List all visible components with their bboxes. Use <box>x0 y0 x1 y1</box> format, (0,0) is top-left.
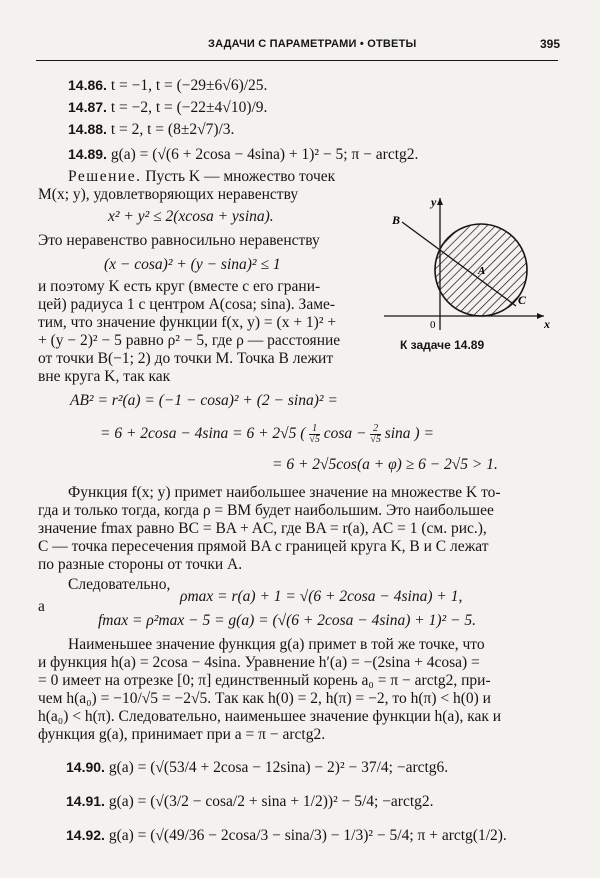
label-A: A <box>478 265 486 277</box>
equation-ab-squared: AB² = r²(a) = (−1 − cosa)² + (2 − sina)² = <box>70 392 338 409</box>
running-header: ЗАДАЧИ С ПАРАМЕТРАМИ • ОТВЕТЫ <box>208 38 417 50</box>
solution-line-2: M(x; y), удовлетворяющих неравенству <box>38 186 299 203</box>
answer-14-86: 14.86. t = −1, t = (−29±6√6)/25. <box>68 77 268 94</box>
solution-heading: Решение. <box>68 168 142 185</box>
word-a: а <box>38 598 45 615</box>
y-axis-arrow <box>437 198 443 205</box>
paragraph2-line-6: функция g(a), принимает при a = π − arctg2. <box>38 726 326 743</box>
paragraph-line-4: C — точка пересечения прямой BA с границей круга K, B и C лежат <box>38 538 489 555</box>
paragraph2-line-2: и функция h(a) = 2cosa − 4sina. Уравнение h′(a) = −(2sina + 4cosa) = <box>38 654 480 671</box>
answer-14-88: 14.88. t = 2, t = (8±2√7)/3. <box>68 121 235 138</box>
answer-14-87: 14.87. t = −2, t = (−22±4√10)/9. <box>68 99 268 116</box>
figure-caption: К задаче 14.89 <box>400 338 485 352</box>
x-axis-arrow <box>537 313 544 319</box>
label-y: y <box>431 195 437 209</box>
equation-bound: = 6 + 2√5cos(a + φ) ≥ 6 − 2√5 > 1. <box>272 456 498 473</box>
label-origin: 0 <box>430 319 436 331</box>
answer-14-91: 14.91. g(a) = (√(3/2 − cosa/2 + sina + 1/2))² − 5/4; −arctg2. <box>66 793 434 810</box>
solution-line-8: от точки B(−1; 2) до точки M. Точка B лежит <box>38 350 334 367</box>
inequality-2: (x − cosa)² + (y − sina)² ≤ 1 <box>104 256 281 273</box>
solution-line-7: + (y − 2)² − 5 равно ρ² − 5, где ρ — расстояние <box>38 332 341 349</box>
paragraph2-line-5: h(a₀) < h(π). Следовательно, наименьшее значение функции h(a), как и <box>38 708 502 725</box>
equation-f-max: fmax = ρ²max − 5 = g(a) = (√(6 + 2cosa − 4sina) + 1)² − 5. <box>98 612 476 629</box>
label-B: B <box>392 213 401 227</box>
paragraph2-line-1: Наименьшее значение функция g(a) примет в той же точке, что <box>68 636 485 653</box>
paragraph-line-1: Функция f(x; y) примет наибольшее значение на множестве K то- <box>68 484 501 501</box>
label-C: C <box>518 293 527 307</box>
paragraph-line-3: значение fmax равно BC = BA + AC, где BA = r(a), AC = 1 (см. рис.), <box>38 520 487 537</box>
equation-expansion: = 6 + 2cosa − 4sina = 6 + 2√5 ( $\frac{1}{√5}$ cosa − $\frac{2}{√5}$ sina ) = <box>100 423 434 445</box>
equation-rho-max: ρmax = r(a) + 1 = √(6 + 2cosa − 4sina) + 1, <box>180 588 463 605</box>
paragraph-line-2: гда и только тогда, когда ρ = BM будет наибольшим. Это наибольшее <box>38 502 494 519</box>
paragraph2-line-4: чем h(a₀) = −10/√5 = −2√5. Так как h(0) = 2, h(π) = −2, то h(π) < h(0) и <box>38 690 491 707</box>
paragraph2-line-3: = 0 имеет на отрезке [0; π] единственный корень a₀ = π − arctg2, при- <box>38 672 491 689</box>
answer-14-90: 14.90. g(a) = (√(53/4 + 2cosa − 12sina) − 2)² − 37/4; −arctg6. <box>66 759 449 776</box>
paragraph-line-5: по разные стороны от точки A. <box>38 556 243 573</box>
circle-figure <box>378 190 558 332</box>
solution-line-5: цей) радиуса 1 с центром A(cosa; sina). Заме- <box>38 296 336 313</box>
inequality-1: x² + y² ≤ 2(xcosa + ysina). <box>108 208 274 225</box>
paragraph-line-6: Следовательно, <box>68 576 171 593</box>
solution-line-1: Решение. Пусть K — множество точек <box>68 168 336 185</box>
solution-line-4: и поэтому K есть круг (вместе с его грани- <box>38 278 321 295</box>
answer-14-89: 14.89. g(a) = (√(6 + 2cosa − 4sina) + 1)² − 5; π − arctg2. <box>68 146 419 163</box>
solution-line-3: Это неравенство равносильно неравенству <box>38 232 320 249</box>
solution-line-9: вне круга K, так как <box>38 368 171 385</box>
header-rule <box>36 60 558 61</box>
solution-line-6: тим, что значение функции f(x, y) = (x + 1)² + <box>38 314 337 331</box>
page-number: 395 <box>540 37 561 51</box>
label-x: x <box>544 317 550 331</box>
answer-14-92: 14.92. g(a) = (√(49/36 − 2cosa/3 − sina/3) − 1/3)² − 5/4; π + arctg(1/2). <box>66 827 507 844</box>
